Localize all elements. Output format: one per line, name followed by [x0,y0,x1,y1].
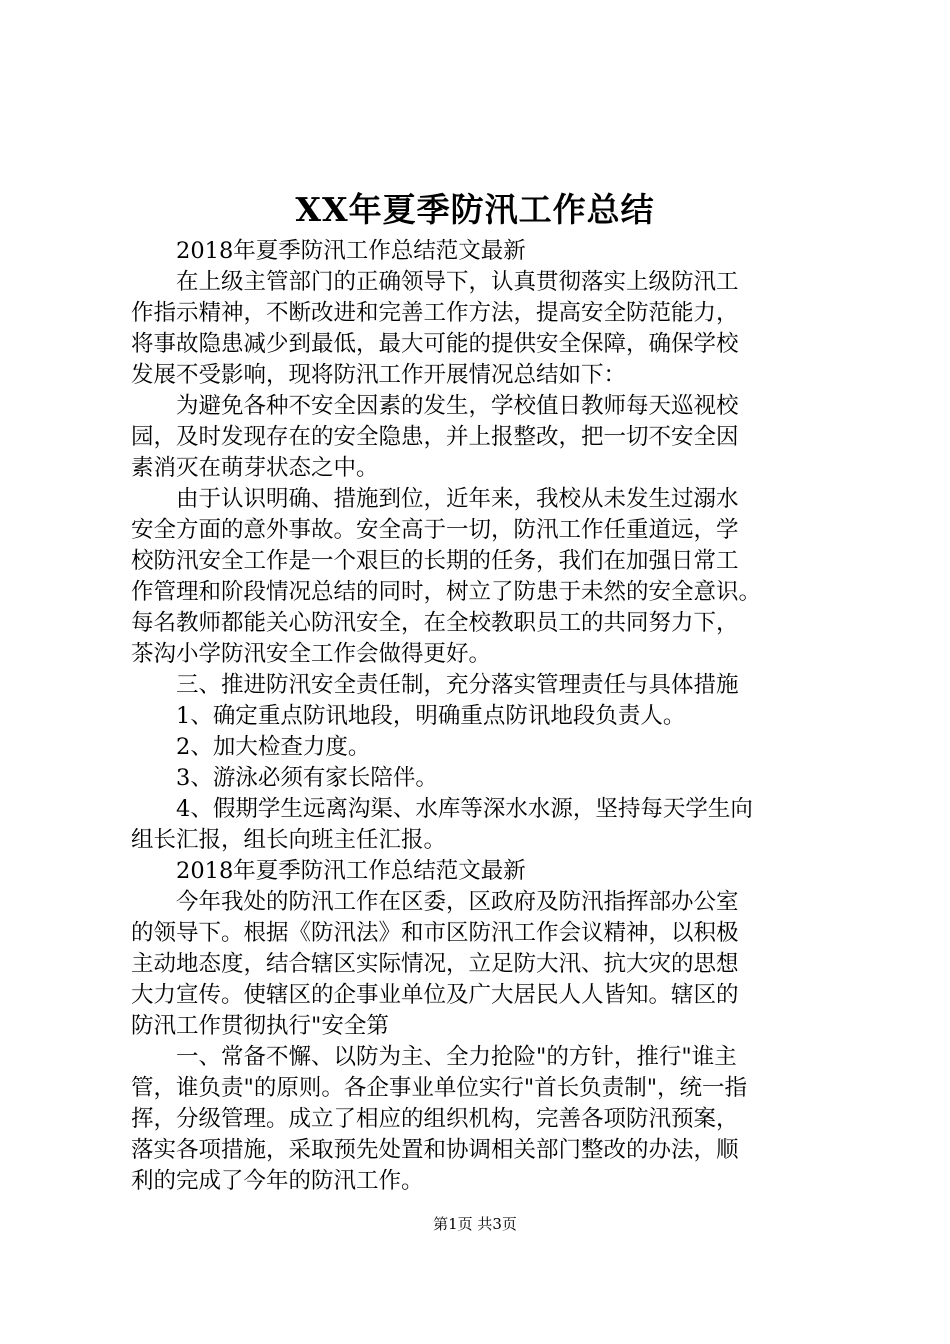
paragraph-line: 主动地态度，结合辖区实际情况，立足防大汛、抗大灾的思想 [131,951,739,977]
paragraph-line: 每名教师都能关心防汛安全，在全校教职员工的共同努力下， [131,610,739,636]
paragraph-line: 防汛工作贯彻执行"安全第 [131,1013,389,1039]
paragraph-line: 作指示精神，不断改进和完善工作方法，提高安全防范能力， [131,300,739,326]
paragraph-line: 素消灭在萌芽状态之中。 [131,455,379,481]
paragraph-line: 的领导下。根据《防汛法》和市区防汛工作会议精神，以积极 [131,920,739,946]
paragraph-line: 安全方面的意外事故。安全高于一切，防汛工作任重道远，学 [131,517,739,543]
paragraph-line: 1、确定重点防讯地段，明确重点防讯地段负责人。 [176,703,686,729]
paragraph [131,856,831,887]
paragraph [131,887,831,1042]
paragraph-line: 一、常备不懈、以防为主、全力抢险"的方针，推行"谁主 [176,1044,737,1070]
paragraph-line: 管，谁负责"的原则。各企事业单位实行"首长负责制"，统一指 [131,1075,748,1101]
paragraph [131,794,831,856]
paragraph [131,670,831,701]
paragraph-line: 将事故隐患减少到最低，最大可能的提供安全保障，确保学校 [131,331,739,357]
paragraph-line: 为避免各种不安全因素的发生，学校值日教师每天巡视校 [176,393,739,419]
paragraph-line: 作管理和阶段情况总结的同时，树立了防患于未然的安全意识。 [131,579,762,605]
paragraph [131,732,831,763]
paragraph-line: 2、加大检查力度。 [176,734,371,760]
paragraph-line: 由于认识明确、措施到位，近年来，我校从未发生过溺水 [176,486,739,512]
paragraph-line: 2018年夏季防汛工作总结范文最新 [176,238,526,264]
paragraph-line: 利的完成了今年的防汛工作。 [131,1168,424,1194]
paragraph [131,391,831,484]
paragraph-line: 校防汛安全工作是一个艰巨的长期的任务，我们在加强日常工 [131,548,739,574]
paragraph [131,484,831,670]
page-footer: 第1页 共3页 [433,1215,517,1233]
paragraph-line: 组长汇报，组长向班主任汇报。 [131,827,447,853]
paragraph-line: 在上级主管部门的正确领导下，认真贯彻落实上级防汛工 [176,269,739,295]
paragraph-line: 落实各项措施，采取预先处置和协调相关部门整改的办法，顺 [131,1137,739,1163]
paragraph-line: 大力宣传。使辖区的企事业单位及广大居民人人皆知。辖区的 [131,982,739,1008]
paragraph-line: 三、推进防汛安全责任制，充分落实管理责任与具体措施 [176,672,739,698]
paragraph [131,236,831,267]
paragraph-line: 园，及时发现存在的安全隐患，并上报整改，把一切不安全因 [131,424,739,450]
paragraph-line: 挥，分级管理。成立了相应的组织机构，完善各项防汛预案， [131,1106,739,1132]
paragraph-line: 今年我处的防汛工作在区委，区政府及防汛指挥部办公室 [176,889,739,915]
paragraph-line: 发展不受影响，现将防汛工作开展情况总结如下： [131,362,627,388]
paragraph-line: 4、假期学生远离沟渠、水库等深水水源，坚持每天学生向 [176,796,753,822]
paragraph [131,1042,831,1197]
paragraph [131,763,831,794]
document-body [131,236,831,1197]
paragraph [131,701,831,732]
paragraph-line: 3、游泳必须有家长陪伴。 [176,765,438,791]
paragraph-line: 2018年夏季防汛工作总结范文最新 [176,858,526,884]
paragraph [131,267,831,391]
document-title: XX年夏季防汛工作总结 [295,190,655,229]
paragraph-line: 茶沟小学防汛安全工作会做得更好。 [131,641,492,667]
